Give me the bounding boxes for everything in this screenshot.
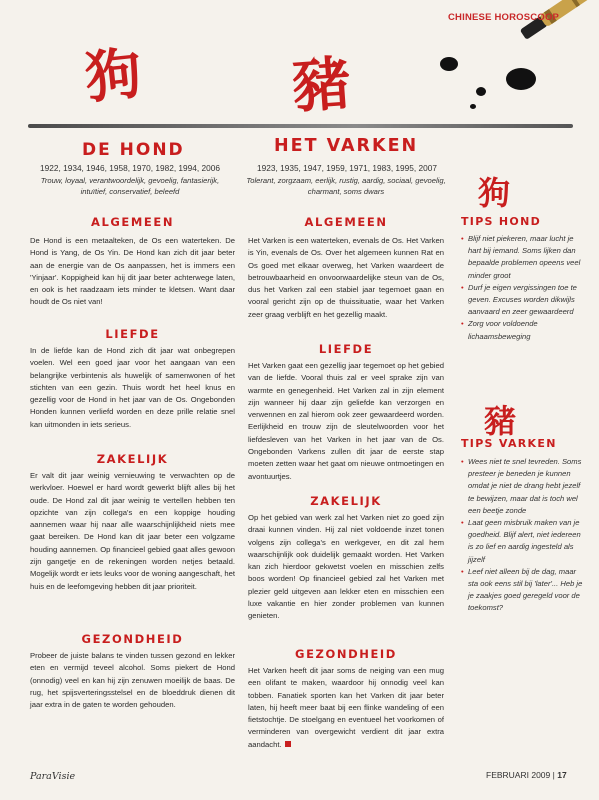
end-square-icon — [285, 741, 291, 747]
dog-liefde-text: In de liefde kan de Hond zich dit jaar wat onbegrepen voelen. Wel een goed jaar voor het aangaan van een belangrijke verbintenis als huwelijk of samenwonen of het stichten van een gezin. Thuis wordt het heel knus en gezellig voor de Hond in het jaar van de Os. Ongebonden Honden kunnen verliefd worden en deze prille relatie snel kan uitmonden in iets serieus. — [30, 346, 235, 429]
tip-item: • Leef niet alleen bij de dag, maar sta ook eens stil bij 'later'... Heb je je zaakjes goed geregeld voor de toekomst? — [461, 566, 583, 615]
tips-pig-heading: TIPS VARKEN — [461, 437, 557, 450]
tip-item: • Zorg voor voldoende lichaamsbeweging — [461, 318, 583, 342]
pig-algemeen-heading: ALGEMEEN — [304, 215, 388, 229]
dog-zakelijk-heading: ZAKELIJK — [96, 452, 169, 466]
dog-years: 1922, 1934, 1946, 1958, 1970, 1982, 1994, 2006 — [40, 163, 220, 173]
tip-item: • Laat geen misbruik maken van je goedheid. Blijf alert, niet iedereen is zo lief en aardig ingesteld als jijzelf — [461, 517, 583, 566]
pig-gezondheid-text — [248, 665, 444, 751]
pig-zakelijk-heading: ZAKELIJK — [310, 494, 382, 508]
tips-dog-glyph: 狗 — [478, 174, 511, 212]
ink-blot-icon — [506, 68, 536, 90]
dog-gezondheid-text: Probeer de juiste balans te vinden tussen gezond en lekker eten en vermijd teveel alcohol. Soms piekert de Hond (onnodig) veel en kan hij zijn zenuwen moeilijk de baas. De rug, het spijsverteringsstelsel en de bloeddruk dienen dit jaar extra in de gaten te worden gehouden. — [30, 651, 235, 710]
ink-blot-icon — [470, 104, 476, 109]
dog-algemeen-heading: ALGEMEEN — [90, 215, 175, 229]
dog-gezondheid-heading: GEZONDHEID — [81, 632, 184, 646]
pig-traits: Tolerant, zorgzaam, eerlijk, rustig, aardig, sociaal, gevoelig, charmant, soms dwars — [246, 176, 446, 196]
issue-date: FEBRUARI 2009 — [486, 770, 551, 780]
pig-title: HET VARKEN — [274, 136, 419, 156]
header-rule — [28, 124, 573, 128]
pig-algemeen-text: Het Varken is een waterteken, evenals de Os. Het Varken is Yin, evenals de Os. Over het algemeen kunnen Rat en Os goed met elkaar overweg, het Varken waardeert de betrouwbaarheid en onvoorwaardelijke steun van de Os, dus het Varken zal een stabiel jaar tegemoet gaan en vooral gericht zijn op de thuissituatie, waar het Varken zeer graag verblijft en het gezellig maakt. — [248, 236, 444, 319]
dog-title: DE HOND — [82, 140, 185, 160]
dog-zakelijk-text: Er valt dit jaar weinig vernieuwing te verwachten op de werkvloer. Hoewel er hard wordt gewerkt blijft alles bij het oude. De Hond zal dit jaar weinig te vertellen hebben ten opzichte van zijn collega's en een koppige houding aannemen waar hij naar alle waarschijnlijkheid niets mee gaat bereiken. De Hond kan dit jaar beter een volgzame houding aannemen. Op financieel gebied gaat alles gewoon zijn gangetje en de rekeningen worden netjes betaald. Mogelijk wordt er iets leuks voor de woning aangeschaft, het huis en de leefomgeving hebben dit jaar prioriteit. — [30, 471, 235, 591]
pig-gezondheid-text-body: Het Varken heeft dit jaar soms de neiging van een mug een olifant te maken, waardoor hij onnodig veel kan tobben. Fanatiek sporten kan het Varken dit jaar beter laten, hij heeft meer baat bij een flinke wandeling of een fietstochtje. De stoelgang en eventueel het voorkomen of verminderen van overgewicht verdient dit jaar extra aandacht. — [248, 666, 444, 749]
pig-years: 1923, 1935, 1947, 1959, 1971, 1983, 1995, 2007 — [257, 163, 437, 173]
dog-glyph: 狗 — [82, 40, 145, 112]
pig-gezondheid-heading: GEZONDHEID — [295, 647, 397, 661]
pig-glyph: 豬 — [290, 49, 353, 121]
tip-item: • Wees niet te snel tevreden. Soms presteer je beneden je kunnen omdat je niet de drang hebt jezelf te bewijzen, maar dat is toch wel een beetje zonde — [461, 456, 583, 517]
ink-blot-icon — [476, 87, 486, 96]
section-tag: CHINESE HOROSCOOP — [448, 12, 560, 23]
pig-liefde-text: Het Varken gaat een gezellig jaar tegemoet op het gebied van de liefde. Vooral thuis zal er veel sprake zijn van warmte en genegenheid. Het Varken zal in zijn element zijn wanneer hij daar zijn geliefde kan verzorgen en verwennen en zal hierom ook zeer gewaardeerd worden. Eerlijkheid en trouw zijn de sleutelwoorden voor het liefdesleven van het Varken in het jaar van de Os. Ongebonden Varkens zullen dit jaar de eerste stap moeten zetten waar het gaat om nieuwe ontmoetingen en avontuurtjes. — [248, 361, 444, 481]
tips-pig-glyph: 豬 — [484, 402, 517, 440]
tips-pig-list — [461, 456, 583, 615]
tip-item: • Blijf niet piekeren, maar lucht je hart bij iemand. Soms lijken dan bepaalde problemen opeens veel minder groot — [461, 233, 583, 282]
pig-liefde-heading: LIEFDE — [318, 342, 374, 356]
pig-zakelijk-text: Op het gebied van werk zal het Varken niet zo goed zijn draai kunnen vinden. Hij zal niet voldoende inzet tonen volgens zijn collega's en werkgever, en dit zal hem waarschijnlijk ook duidelijk gemaakt worden. Het Varken kan zich hierdoor gekwetst voelen en misschien zelfs boos worden! Op financieel gebied zal het Varken met plezier geld uitgeven aan lekker eten en misschien een luxe vakantie en hier zonder problemen van kunnen genieten. — [248, 513, 444, 621]
page-number: 17 — [557, 770, 567, 780]
tip-item: • Durf je eigen vergissingen toe te geven. Excuses worden dikwijls aanvaard en zeer gewaardeerd — [461, 282, 583, 319]
tips-dog-list — [461, 233, 583, 343]
dog-algemeen-text: De Hond is een metaalteken, de Os een waterteken. De Hond is Yang, de Os Yin. De Hond kan zich dit jaar beter aan de energie van de Os aanpassen, het is immers een 'Yinjaar'. Koppigheid kan hij dit jaar beter achterwege laten, en ook is het raadzaam iets minder te kletsen. Want daar houdt de Os niet van! — [30, 236, 235, 307]
footer-issue — [486, 770, 567, 780]
footer-separator: | — [552, 770, 555, 780]
dog-liefde-heading: LIEFDE — [105, 327, 160, 341]
magazine-name: ParaVisie — [30, 771, 76, 782]
tips-dog-heading: TIPS HOND — [461, 215, 542, 228]
dog-traits: Trouw, loyaal, verantwoordelijk, gevoelig, fantasierijk, intuïtief, conservatief, beleefd — [40, 176, 220, 196]
ink-blot-icon — [440, 57, 458, 71]
